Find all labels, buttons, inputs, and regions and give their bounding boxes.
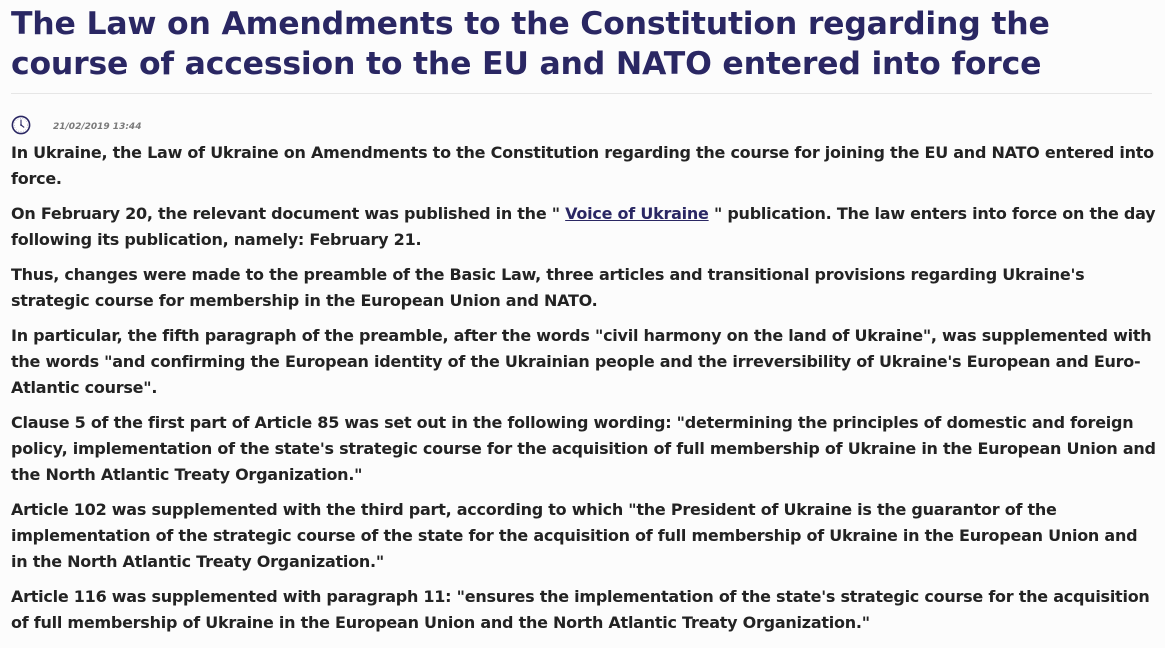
paragraph: Thus, changes were made to the preamble of the Basic Law, three articles and transitional provisions regarding Ukraine's strategic course for membership in the European Union and NATO. xyxy=(11,265,1085,310)
title-divider xyxy=(11,93,1152,94)
paragraph: Clause 5 of the first part of Article 85 was set out in the following wording: "determining the principles of domestic and foreign policy, implementation of the state's strategic course for the acquisition of full membership of Ukraine in the European Union and the North Atlantic Treaty Organization." xyxy=(11,413,1156,484)
publish-date: 21/02/2019 13:44 xyxy=(53,122,142,132)
clock-icon xyxy=(11,115,31,135)
article-meta xyxy=(11,113,1156,137)
paragraph: Article 116 was supplemented with paragraph 11: "ensures the implementation of the state's strategic course for the acquisition of full membership of Ukraine in the European Union and the North Atlantic Treaty Organization." xyxy=(11,587,1150,632)
article-body xyxy=(11,140,1156,636)
paragraph: Article 102 was supplemented with the third part, according to which "the President of Ukraine is the guarantor of the implementation of the strategic course of the state for the acquisition of full membership of Ukraine in the European Union and in the North Atlantic Treaty Organization." xyxy=(11,500,1138,571)
paragraph: In Ukraine, the Law of Ukraine on Amendments to the Constitution regarding the course for joining the EU and NATO entered into force. xyxy=(11,143,1154,188)
voice-of-ukraine-link[interactable]: Voice of Ukraine xyxy=(565,204,709,223)
article xyxy=(11,0,1156,645)
paragraph-text: On February 20, the relevant document was published in the " xyxy=(11,204,566,223)
paragraph-text: " publication. The law enters into force on the day following its publication, namely: February 21. xyxy=(11,204,1156,249)
article-title: The Law on Amendments to the Constitution regarding the course of accession to the EU and NATO entered into force xyxy=(11,6,1050,82)
paragraph xyxy=(11,201,1156,253)
paragraph: In particular, the fifth paragraph of the preamble, after the words "civil harmony on the land of Ukraine", was supplemented with the words "and confirming the European identity of the Ukrainian people and the irreversibility of Ukraine's European and Euro-Atlantic course". xyxy=(11,326,1152,397)
